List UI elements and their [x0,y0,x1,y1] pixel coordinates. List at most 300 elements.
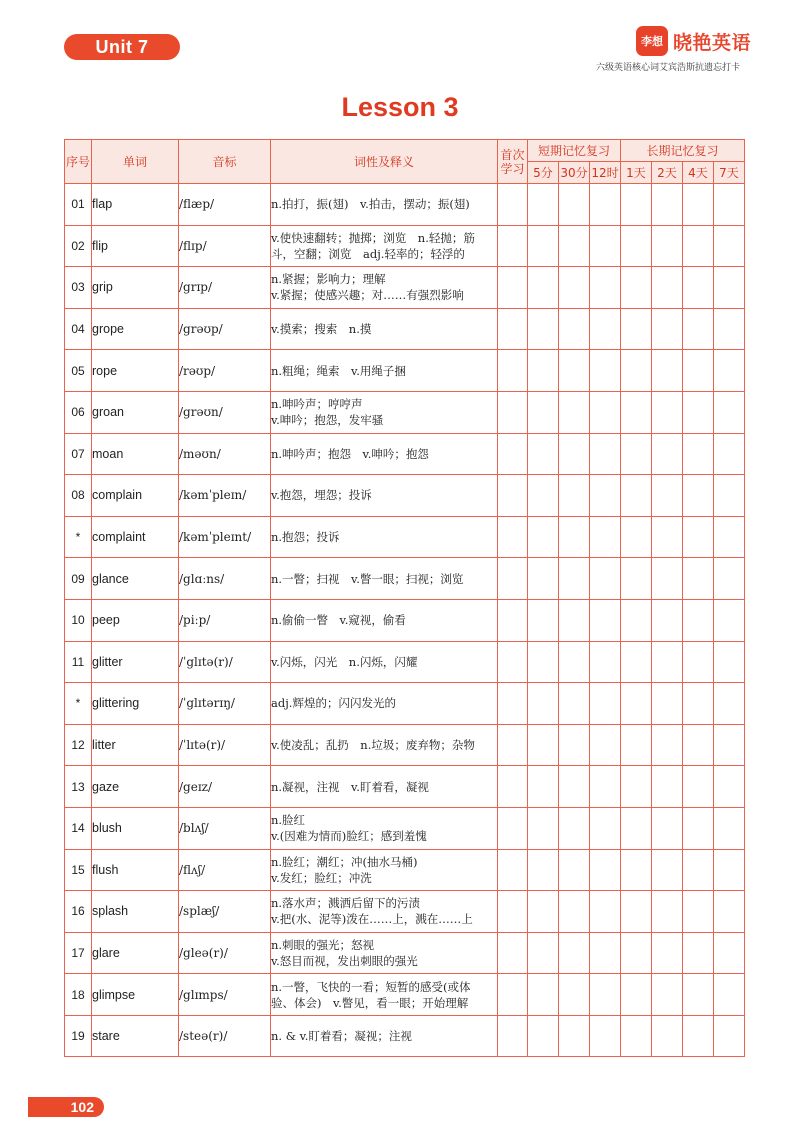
review-checkbox-cell[interactable] [683,974,714,1016]
review-checkbox-cell[interactable] [590,599,621,641]
review-checkbox-cell[interactable] [621,267,652,309]
review-checkbox-cell[interactable] [683,391,714,433]
definition-line: n. & v.盯着看；凝视；注视 [271,1029,412,1044]
definition-line: n.一瞥，飞快的一看；短暂的感受(或体 [271,979,471,994]
review-checkbox-cell[interactable] [590,724,621,766]
review-checkbox-cell[interactable] [528,932,559,974]
review-checkbox-cell[interactable] [498,683,528,725]
word-cell: glare [92,932,179,974]
definition-cell [271,974,498,1016]
review-checkbox-cell[interactable] [559,724,590,766]
review-checkbox-cell[interactable] [590,932,621,974]
row-number: 11 [65,641,92,683]
review-checkbox-cell[interactable] [714,391,745,433]
review-checkbox-cell[interactable] [498,766,528,808]
review-checkbox-cell[interactable] [528,308,559,350]
review-checkbox-cell[interactable] [621,932,652,974]
review-checkbox-cell[interactable] [559,184,590,226]
table-row [65,558,745,600]
word-cell: blush [92,807,179,849]
review-checkbox-cell[interactable] [498,891,528,933]
review-checkbox-cell[interactable] [498,350,528,392]
definition-line: n.凝视，注视 v.盯着看，凝视 [271,779,429,794]
review-checkbox-cell[interactable] [621,475,652,517]
review-checkbox-cell[interactable] [498,932,528,974]
review-checkbox-cell[interactable] [559,225,590,267]
review-checkbox-cell[interactable] [498,308,528,350]
definition-line: n.刺眼的强光；怒视 [271,937,375,952]
review-checkbox-cell[interactable] [652,932,683,974]
word-cell: complaint [92,516,179,558]
review-checkbox-cell[interactable] [528,974,559,1016]
review-checkbox-cell[interactable] [683,433,714,475]
word-cell: complain [92,475,179,517]
word-cell: litter [92,724,179,766]
page-number: 102 [28,1097,104,1117]
row-number: 18 [65,974,92,1016]
review-checkbox-cell[interactable] [652,516,683,558]
definition-cell [271,807,498,849]
definition-line: v.发红；脸红；冲洗 [271,870,372,885]
definition-line: n.紧握；影响力；理解 [271,272,386,287]
review-checkbox-cell[interactable] [683,641,714,683]
review-checkbox-cell[interactable] [559,683,590,725]
phonetic-cell: /ˈlɪtə(r)/ [179,724,271,766]
review-interval-header: 7天 [714,162,745,184]
word-cell: groan [92,391,179,433]
phonetic-cell: /steə(r)/ [179,1015,271,1057]
review-checkbox-cell[interactable] [590,849,621,891]
table-row [65,433,745,475]
table-row [65,1015,745,1057]
review-checkbox-cell[interactable] [683,184,714,226]
review-checkbox-cell[interactable] [714,225,745,267]
review-checkbox-cell[interactable] [714,1015,745,1057]
phonetic-cell: /ˈglɪtə(r)/ [179,641,271,683]
review-checkbox-cell[interactable] [621,391,652,433]
review-checkbox-cell[interactable] [590,225,621,267]
review-checkbox-cell[interactable] [652,558,683,600]
col-phonetic-header: 音标 [179,140,271,184]
table-row [65,641,745,683]
review-interval-header: 5分 [528,162,559,184]
phonetic-cell: /geɪz/ [179,766,271,808]
col-word-header: 单词 [92,140,179,184]
table-row [65,599,745,641]
phonetic-cell: /məʊn/ [179,433,271,475]
review-checkbox-cell[interactable] [652,308,683,350]
review-checkbox-cell[interactable] [559,350,590,392]
definition-line: n.粗绳；绳索 v.用绳子捆 [271,363,406,378]
phonetic-cell: /rəʊp/ [179,350,271,392]
definition-cell [271,891,498,933]
review-checkbox-cell[interactable] [714,683,745,725]
table-row [65,891,745,933]
unit-badge: Unit 7 [64,34,180,60]
row-number: 01 [65,184,92,226]
review-checkbox-cell[interactable] [559,516,590,558]
review-checkbox-cell[interactable] [559,433,590,475]
review-checkbox-cell[interactable] [559,599,590,641]
review-checkbox-cell[interactable] [590,308,621,350]
review-checkbox-cell[interactable] [498,558,528,600]
review-interval-header: 2天 [652,162,683,184]
phonetic-cell: /flæp/ [179,184,271,226]
review-checkbox-cell[interactable] [528,1015,559,1057]
review-checkbox-cell[interactable] [498,225,528,267]
definition-line: v.紧握；使感兴趣；对……有强烈影响 [271,288,464,303]
review-checkbox-cell[interactable] [590,558,621,600]
review-checkbox-cell[interactable] [652,849,683,891]
review-checkbox-cell[interactable] [590,766,621,808]
review-checkbox-cell[interactable] [714,308,745,350]
review-checkbox-cell[interactable] [652,1015,683,1057]
definition-line: n.落水声；溅洒后留下的污渍 [271,896,421,911]
review-checkbox-cell[interactable] [652,267,683,309]
word-cell: splash [92,891,179,933]
review-checkbox-cell[interactable] [528,724,559,766]
definition-line: n.拍打，振(翅) v.拍击，摆动；振(翅) [271,197,470,212]
definition-cell [271,558,498,600]
review-checkbox-cell[interactable] [621,599,652,641]
review-checkbox-cell[interactable] [498,433,528,475]
definition-cell [271,516,498,558]
review-checkbox-cell[interactable] [498,974,528,1016]
brand [636,24,751,58]
review-checkbox-cell[interactable] [652,433,683,475]
review-checkbox-cell[interactable] [714,558,745,600]
review-checkbox-cell[interactable] [683,599,714,641]
review-checkbox-cell[interactable] [652,184,683,226]
phonetic-cell: /grəʊn/ [179,391,271,433]
phonetic-cell: /blʌʃ/ [179,807,271,849]
col-definition-header: 词性及释义 [271,140,498,184]
tagline: 六级英语核心词艾宾浩斯抗遗忘打卡 [595,63,740,73]
phonetic-cell: /grəʊp/ [179,308,271,350]
review-checkbox-cell[interactable] [621,974,652,1016]
definition-line: n.呻吟声；抱怨 v.呻吟；抱怨 [271,446,429,461]
word-cell: glitter [92,641,179,683]
review-checkbox-cell[interactable] [714,724,745,766]
table-row [65,974,745,1016]
review-checkbox-cell[interactable] [528,433,559,475]
definition-cell [271,267,498,309]
col-short-term-header: 短期记忆复习 [528,140,621,162]
review-checkbox-cell[interactable] [652,475,683,517]
review-checkbox-cell[interactable] [590,267,621,309]
review-checkbox-cell[interactable] [590,516,621,558]
row-number: 09 [65,558,92,600]
review-checkbox-cell[interactable] [590,475,621,517]
review-checkbox-cell[interactable] [714,267,745,309]
review-checkbox-cell[interactable] [498,724,528,766]
review-checkbox-cell[interactable] [559,475,590,517]
review-checkbox-cell[interactable] [498,184,528,226]
review-checkbox-cell[interactable] [683,766,714,808]
table-row [65,475,745,517]
review-checkbox-cell[interactable] [528,807,559,849]
review-checkbox-cell[interactable] [590,391,621,433]
word-cell: glittering [92,683,179,725]
word-cell: grip [92,267,179,309]
review-checkbox-cell[interactable] [528,641,559,683]
review-checkbox-cell[interactable] [590,807,621,849]
review-checkbox-cell[interactable] [498,849,528,891]
review-checkbox-cell[interactable] [683,350,714,392]
review-checkbox-cell[interactable] [590,1015,621,1057]
review-checkbox-cell[interactable] [652,350,683,392]
brand-name: 晓艳英语 [673,31,752,54]
review-checkbox-cell[interactable] [528,599,559,641]
definition-cell [271,433,498,475]
review-checkbox-cell[interactable] [714,184,745,226]
definition-line: v.怒目而视，发出刺眼的强光 [271,953,418,968]
review-checkbox-cell[interactable] [714,891,745,933]
table-row [65,849,745,891]
review-checkbox-cell[interactable] [528,516,559,558]
definition-cell [271,308,498,350]
vocabulary-table [64,139,745,1057]
review-checkbox-cell[interactable] [683,932,714,974]
row-number: 16 [65,891,92,933]
review-checkbox-cell[interactable] [652,807,683,849]
word-cell: flip [92,225,179,267]
review-checkbox-cell[interactable] [590,974,621,1016]
review-checkbox-cell[interactable] [528,225,559,267]
review-checkbox-cell[interactable] [559,308,590,350]
review-checkbox-cell[interactable] [590,433,621,475]
review-checkbox-cell[interactable] [714,807,745,849]
col-seq-header: 序号 [65,140,92,184]
col-first-study-header: 首次学习 [498,140,528,184]
row-number: 03 [65,267,92,309]
definition-cell [271,184,498,226]
word-cell: grope [92,308,179,350]
table-row [65,724,745,766]
review-checkbox-cell[interactable] [683,849,714,891]
definition-cell [271,932,498,974]
review-checkbox-cell[interactable] [559,932,590,974]
review-checkbox-cell[interactable] [652,724,683,766]
review-checkbox-cell[interactable] [559,891,590,933]
review-checkbox-cell[interactable] [528,267,559,309]
definition-line: v.闪烁，闪光 n.闪烁，闪耀 [271,654,418,669]
review-checkbox-cell[interactable] [714,433,745,475]
review-checkbox-cell[interactable] [559,849,590,891]
row-number: * [65,516,92,558]
review-checkbox-cell[interactable] [683,475,714,517]
review-checkbox-cell[interactable] [621,516,652,558]
review-checkbox-cell[interactable] [683,225,714,267]
word-cell: glance [92,558,179,600]
phonetic-cell: /grɪp/ [179,267,271,309]
review-checkbox-cell[interactable] [621,558,652,600]
table-row [65,267,745,309]
review-checkbox-cell[interactable] [683,516,714,558]
review-checkbox-cell[interactable] [590,891,621,933]
definition-line: v.把(水、泥等)泼在……上，溅在……上 [271,912,473,927]
row-number: 10 [65,599,92,641]
definition-cell [271,724,498,766]
review-checkbox-cell[interactable] [559,807,590,849]
phonetic-cell: /gleə(r)/ [179,932,271,974]
definition-cell [271,849,498,891]
definition-line: v.(因难为情而)脸红；感到羞愧 [271,829,427,844]
review-checkbox-cell[interactable] [528,558,559,600]
review-checkbox-cell[interactable] [559,641,590,683]
phonetic-cell: /ˈglɪtərɪŋ/ [179,683,271,725]
review-checkbox-cell[interactable] [528,475,559,517]
review-checkbox-cell[interactable] [528,891,559,933]
review-checkbox-cell[interactable] [559,558,590,600]
table-row [65,391,745,433]
row-number: 17 [65,932,92,974]
review-checkbox-cell[interactable] [498,807,528,849]
review-checkbox-cell[interactable] [498,391,528,433]
review-checkbox-cell[interactable] [621,308,652,350]
review-checkbox-cell[interactable] [714,641,745,683]
review-checkbox-cell[interactable] [528,849,559,891]
phonetic-cell: /flɪp/ [179,225,271,267]
review-checkbox-cell[interactable] [714,849,745,891]
table-row [65,807,745,849]
review-checkbox-cell[interactable] [621,1015,652,1057]
review-checkbox-cell[interactable] [498,599,528,641]
review-checkbox-cell[interactable] [559,391,590,433]
review-checkbox-cell[interactable] [652,974,683,1016]
review-checkbox-cell[interactable] [714,932,745,974]
definition-line: v.呻吟；抱怨，发牢骚 [271,413,384,428]
definition-cell [271,391,498,433]
row-number: 14 [65,807,92,849]
definition-line: 验、体会) v.瞥见，看一眼；开始理解 [271,995,469,1010]
phonetic-cell: /flʌʃ/ [179,849,271,891]
review-checkbox-cell[interactable] [652,225,683,267]
word-cell: moan [92,433,179,475]
review-checkbox-cell[interactable] [714,974,745,1016]
definition-cell [271,766,498,808]
definition-line: n.抱怨；投诉 [271,530,340,545]
row-number: 13 [65,766,92,808]
definition-cell [271,683,498,725]
table-row [65,225,745,267]
row-number: 04 [65,308,92,350]
review-checkbox-cell[interactable] [621,849,652,891]
review-interval-header: 12时 [590,162,621,184]
review-checkbox-cell[interactable] [498,267,528,309]
word-cell: gaze [92,766,179,808]
review-checkbox-cell[interactable] [683,683,714,725]
review-checkbox-cell[interactable] [714,350,745,392]
review-checkbox-cell[interactable] [714,599,745,641]
review-checkbox-cell[interactable] [621,225,652,267]
review-checkbox-cell[interactable] [652,891,683,933]
definition-line: n.偷偷一瞥 v.窥视，偷看 [271,613,406,628]
review-checkbox-cell[interactable] [652,766,683,808]
phonetic-cell: /kəmˈpleɪnt/ [179,516,271,558]
review-checkbox-cell[interactable] [652,641,683,683]
definition-cell [271,225,498,267]
word-cell: flush [92,849,179,891]
phonetic-cell: /splæʃ/ [179,891,271,933]
review-checkbox-cell[interactable] [590,184,621,226]
review-checkbox-cell[interactable] [559,267,590,309]
definition-line: 斗，空翻；浏览 adj.轻率的；轻浮的 [271,246,465,261]
review-checkbox-cell[interactable] [590,350,621,392]
review-interval-header: 30分 [559,162,590,184]
table-row [65,308,745,350]
word-cell: flap [92,184,179,226]
review-checkbox-cell[interactable] [621,184,652,226]
word-cell: stare [92,1015,179,1057]
review-checkbox-cell[interactable] [652,391,683,433]
review-checkbox-cell[interactable] [590,641,621,683]
review-checkbox-cell[interactable] [621,350,652,392]
table-row [65,350,745,392]
review-interval-header: 4天 [683,162,714,184]
review-checkbox-cell[interactable] [683,807,714,849]
definition-line: n.脸红 [271,813,306,828]
review-checkbox-cell[interactable] [528,350,559,392]
review-checkbox-cell[interactable] [714,766,745,808]
review-checkbox-cell[interactable] [621,641,652,683]
review-checkbox-cell[interactable] [621,891,652,933]
definition-line: v.抱怨，埋怨；投诉 [271,488,372,503]
review-checkbox-cell[interactable] [621,683,652,725]
review-checkbox-cell[interactable] [683,558,714,600]
review-checkbox-cell[interactable] [683,891,714,933]
review-checkbox-cell[interactable] [652,683,683,725]
review-checkbox-cell[interactable] [683,1015,714,1057]
phonetic-cell: /piːp/ [179,599,271,641]
definition-cell [271,599,498,641]
review-checkbox-cell[interactable] [528,766,559,808]
review-checkbox-cell[interactable] [714,516,745,558]
review-checkbox-cell[interactable] [498,516,528,558]
review-checkbox-cell[interactable] [683,724,714,766]
review-checkbox-cell[interactable] [528,184,559,226]
review-checkbox-cell[interactable] [590,683,621,725]
review-checkbox-cell[interactable] [528,391,559,433]
table-row [65,516,745,558]
definition-cell [271,1015,498,1057]
review-checkbox-cell[interactable] [498,1015,528,1057]
review-checkbox-cell[interactable] [559,1015,590,1057]
review-checkbox-cell[interactable] [621,433,652,475]
review-checkbox-cell[interactable] [683,308,714,350]
review-checkbox-cell[interactable] [683,267,714,309]
review-checkbox-cell[interactable] [559,974,590,1016]
phonetic-cell: /kəmˈpleɪn/ [179,475,271,517]
review-checkbox-cell[interactable] [621,807,652,849]
review-checkbox-cell[interactable] [652,599,683,641]
col-long-term-header: 长期记忆复习 [621,140,745,162]
phonetic-cell: /glɑːns/ [179,558,271,600]
review-checkbox-cell[interactable] [559,766,590,808]
definition-line: v.使凌乱；乱扔 n.垃圾；废弃物；杂物 [271,738,475,753]
definition-line: n.一瞥；扫视 v.瞥一眼；扫视；浏览 [271,571,464,586]
table-row [65,184,745,226]
review-checkbox-cell[interactable] [621,766,652,808]
definition-line: v.摸索；搜索 n.摸 [271,322,372,337]
review-checkbox-cell[interactable] [498,475,528,517]
review-checkbox-cell[interactable] [498,641,528,683]
review-checkbox-cell[interactable] [714,475,745,517]
row-number: 15 [65,849,92,891]
review-checkbox-cell[interactable] [621,724,652,766]
review-checkbox-cell[interactable] [528,683,559,725]
definition-cell [271,641,498,683]
